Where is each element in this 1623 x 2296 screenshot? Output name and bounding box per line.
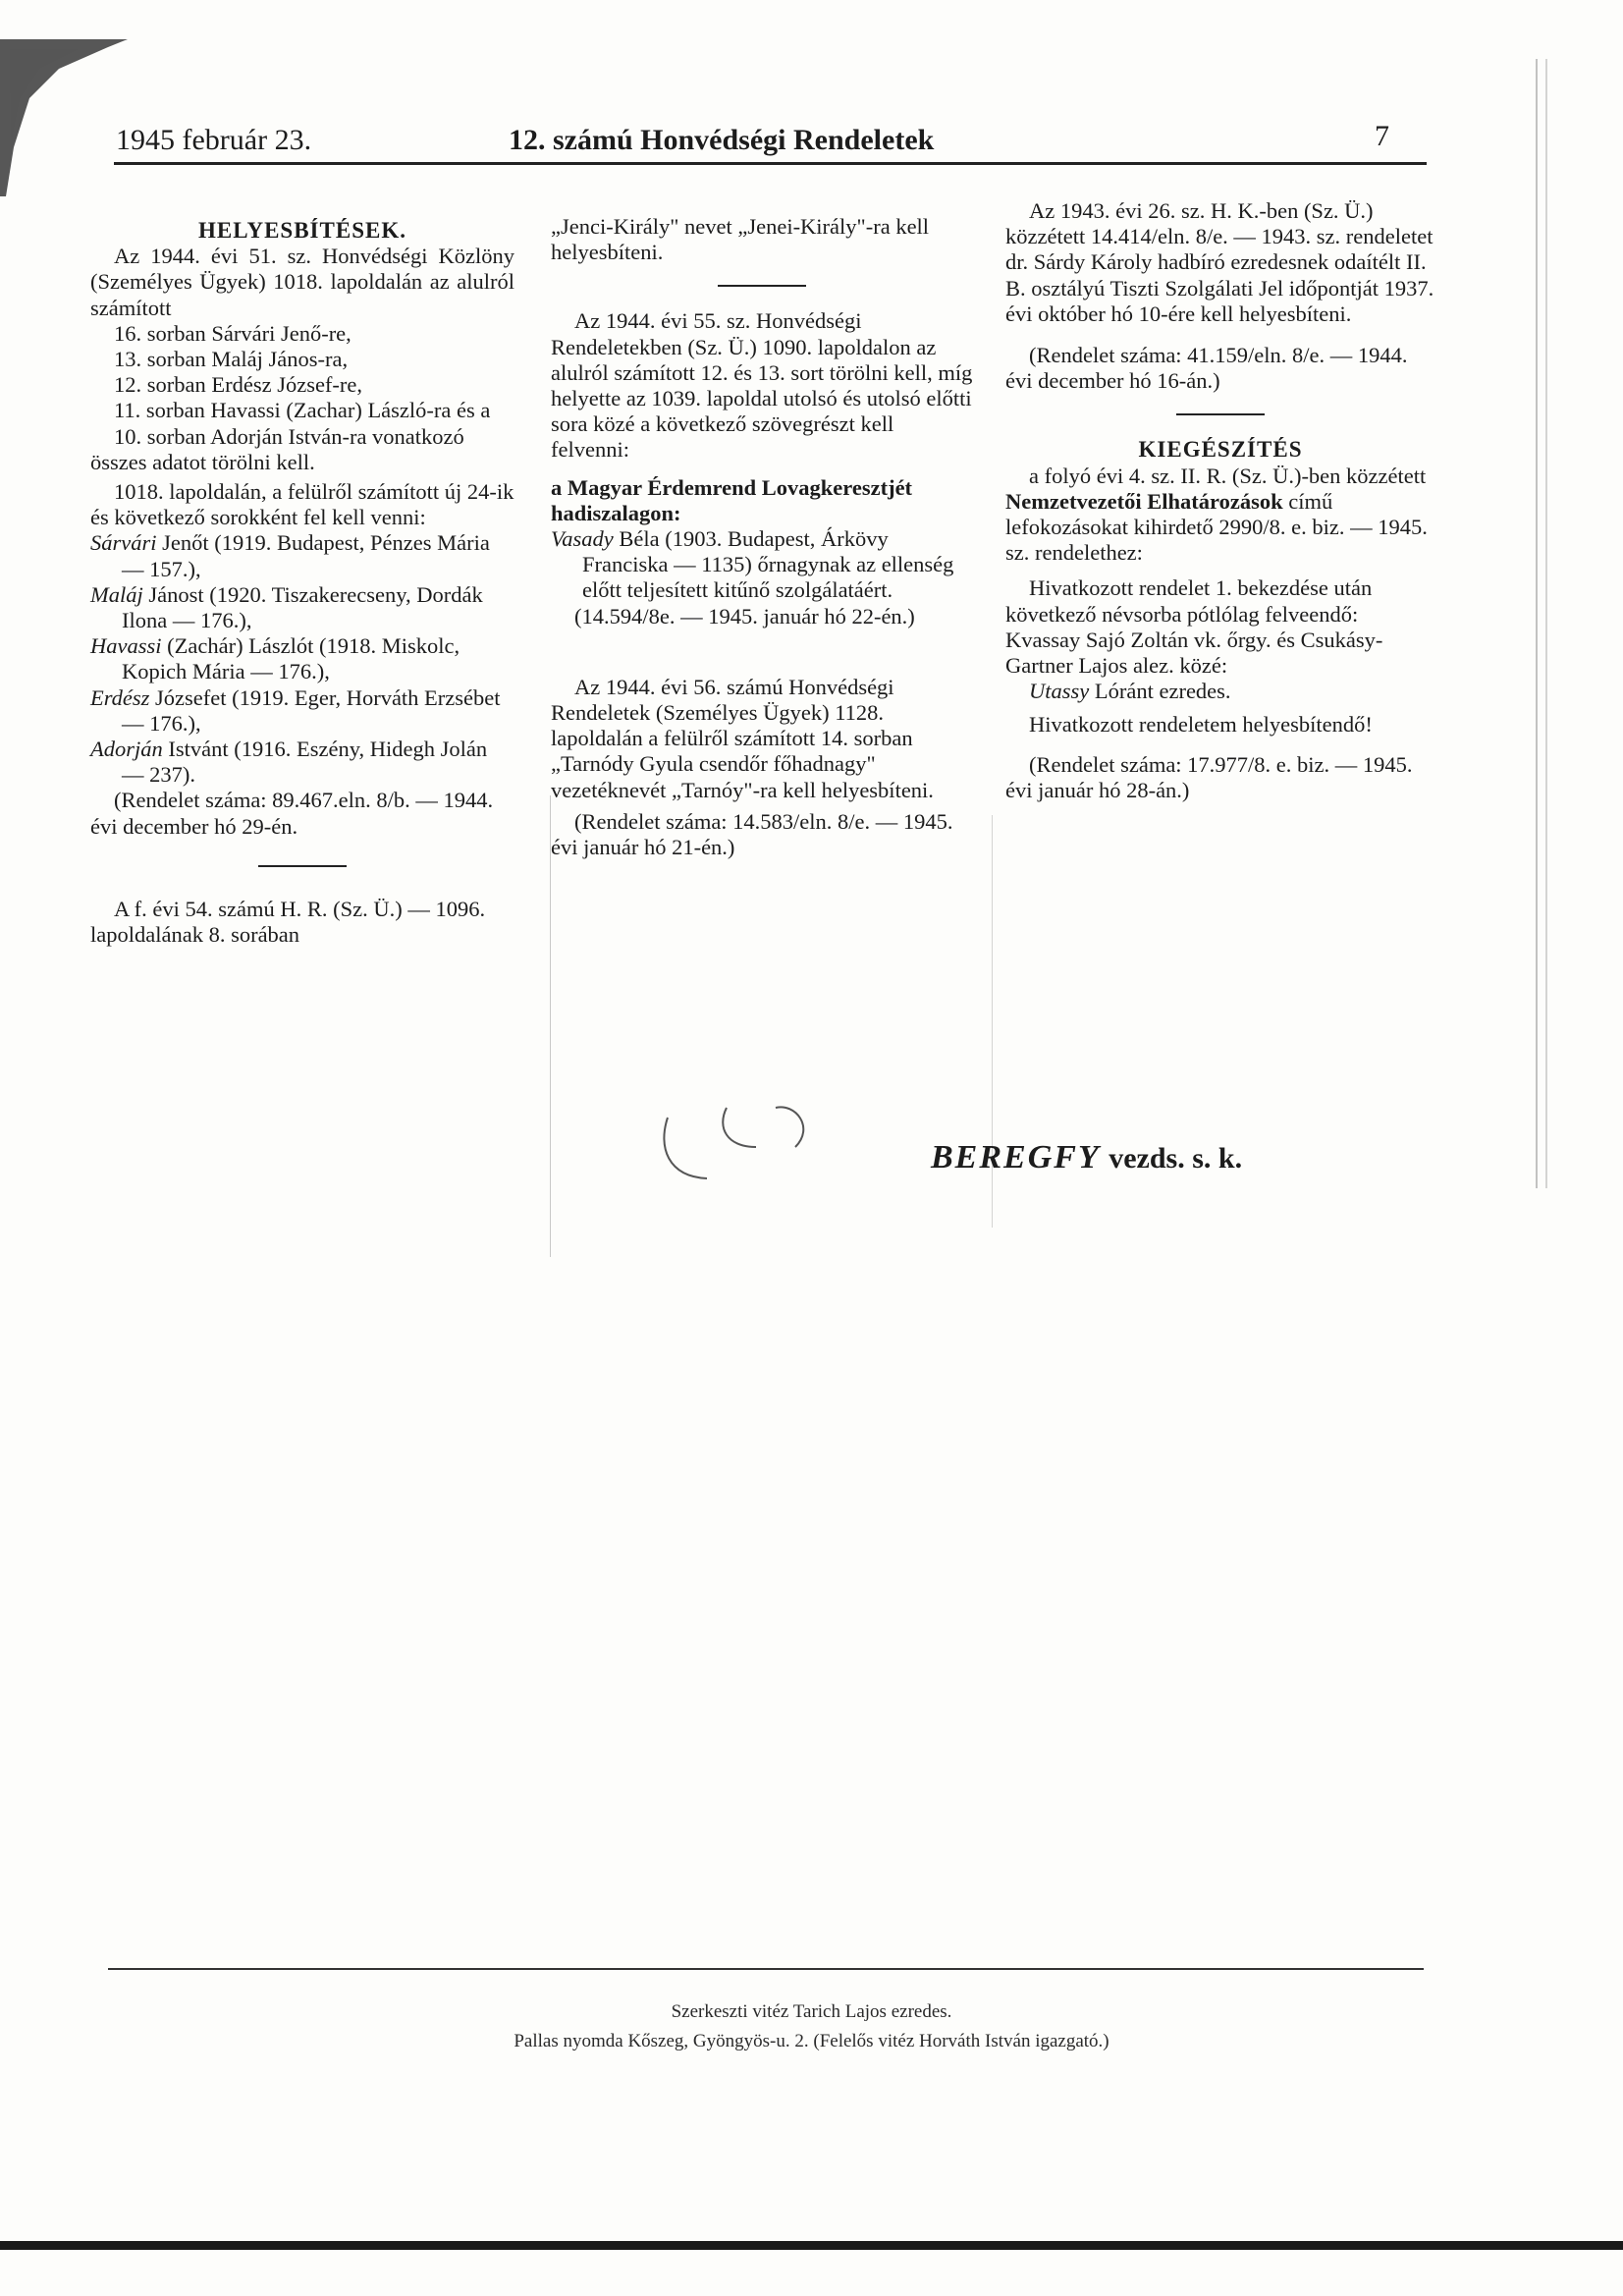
decree-reference: (Rendelet száma: 14.583/eln. 8/e. — 1945. évi január hó 21-én.) [551,808,953,860]
supplement-para: Hivatkozott rendeletem helyesbítendő! [1029,712,1373,738]
entry-line [90,530,514,581]
corrections-para: A f. évi 54. számú H. R. (Sz. Ü.) — 1096. lapoldalának 8. sorában [90,896,486,948]
corrections-para: Az 1944. évi 56. számú Honvédségi Rendeletek (Személyes Ügyek) 1128. lapoldalán a felülről számított 14. sorban „Tarnódy Gyula csendőr főhadnagy" vezetéknevét „Tarnóy"-ra kell helyesbíteni. [551,674,934,802]
supplement-entry [1005,679,1435,704]
entry-text: Istvánt (1916. Eszény, Hidegh Jolán — 237). [122,737,488,788]
correction-row: 13. sorban Maláj János-ra, [114,347,349,372]
footer-rule [108,1968,1424,1970]
signature-name: BEREGFY [931,1139,1101,1175]
entry-name: Adorján [90,737,163,762]
header-title: 12. számú Honvédségi Rendeletek [509,124,935,156]
supplement-intro-bold: Nemzetvezetői Elhatározások [1005,488,1283,514]
footer-editor: Szerkeszti vitéz Tarich Lajos ezredes. [671,2001,952,2022]
entry-text: (Zachár) Lászlót (1918. Miskolc, Kopich Mária — 176.), [122,633,460,684]
supplement-para: Hivatkozott rendelet 1. bekezdése után következő névsorba pótlólag felveendő: Kvassay Sajó Zoltán vk. őrgy. és Csukásy-Gartner Lajos alez. közé: [1005,575,1383,679]
signature-title: vezds. s. k. [1109,1142,1243,1175]
entry-text: Józsefet (1919. Eger, Horváth Erzsébet — 176.), [122,684,501,736]
supplement-intro-text: a folyó évi 4. sz. II. R. (Sz. Ü.)-ben közzétett [1029,463,1427,488]
section-separator [718,285,806,287]
continued-text: „Jenci-Király" nevet „Jenei-Király"-ra kell helyesbíteni. [551,214,930,265]
decree-reference: (14.594/8e. — 1945. január hó 22-én.) [574,603,915,629]
award-heading: a Magyar Érdemrend Lovagkeresztjét hadiszalagon: [551,474,913,525]
award-entry [551,526,973,604]
entry-line [90,685,514,737]
entry-text: Jenőt (1919. Budapest, Pénzes Mária — 157.), [122,530,490,581]
entry-name: Sárvári [90,530,157,556]
correction-row: 12. sorban Erdész József-re, [114,372,363,398]
signature [931,1139,1242,1176]
entry-text: Jánost (1920. Tiszakerecseny, Dordák Ilona — 176.), [122,581,483,633]
decree-reference: (Rendelet száma: 41.159/eln. 8/e. — 1944. évi december hó 16-án.) [1005,343,1408,394]
supplement-intro [1005,464,1435,567]
correction-row: 11. sorban Havassi (Zachar) László-ra és a [114,398,491,423]
section-separator [1176,413,1265,415]
entry-name: Maláj [90,581,143,607]
supplement-heading: KIEGÉSZÍTÉS [1138,437,1303,463]
entry-name: Vasady [551,526,614,552]
decree-reference: (Rendelet száma: 17.977/8. e. biz. — 1945. évi január hó 28-án.) [1005,751,1413,802]
supplement-intro-text: című lefokozásokat kihirdető 2990/8. e. biz. — 1945. sz. rendelethez: [1005,488,1428,566]
correction-row: 16. sorban Sárvári Jenő-re, [114,320,352,346]
column-2 [551,214,973,860]
header-date: 1945 február 23. [116,124,312,156]
page-number: 7 [1375,120,1389,152]
scan-shadow-corner [0,39,128,196]
decree-reference: (Rendelet száma: 89.467.eln. 8/b. — 1944. évi december hó 29-én. [90,788,494,839]
pencil-scribble [648,1088,844,1196]
header-rule [114,162,1427,165]
correction-row: 10. sorban Adorján István-ra vonatkozó összes adatot törölni kell. [90,423,464,474]
entry-text: Lóránt ezredes. [1094,679,1231,704]
entry-line [90,633,514,684]
column-1 [90,218,514,948]
column-divider [550,795,551,1257]
footer-printer: Pallas nyomda Kőszeg, Gyöngyös-u. 2. (Felelős vitéz Horváth István igazgató.) [514,2031,1109,2051]
scan-edge-line [1536,59,1538,1188]
corrections-para: 1018. lapoldalán, a felülről számított új 24-ik és következő sorokként fel kell venni: [90,479,514,530]
entry-text: Béla (1903. Budapest, Árkövy Franciska — 1135) őrnagynak az ellenség előtt teljesített kitűnő szolgálatáért. [582,526,954,603]
corrections-para: Az 1943. évi 26. sz. H. K.-ben (Sz. Ü.) közzétett 14.414/eln. 8/e. — 1943. sz. rendeletet dr. Sárdy Károly hadbíró ezredesnek odaítélt II. B. osztályú Tiszti Szolgálati Jel időpontját 1937. évi október hó 10-ére kell helyesbíteni. [1005,198,1434,326]
scan-edge-line [1545,59,1547,1188]
column-3 [1005,198,1435,803]
corrections-heading: HELYESBÍTÉSEK. [198,218,406,243]
section-separator [258,865,347,867]
entry-name: Havassi [90,633,162,659]
entry-name: Erdész [90,684,150,710]
corrections-para: Az 1944. évi 55. sz. Honvédségi Rendeletekben (Sz. Ü.) 1090. lapoldalon az alulról számított 12. és 13. sort törölni kell, míg helyette az 1039. lapoldal utolsó és utolsó előtti sora közé a következő szövegrészt kell felvenni: [551,308,973,463]
corrections-intro: Az 1944. évi 51. sz. Honvédségi Közlöny (Személyes Ügyek) 1018. lapoldalán az alulról számított [90,244,514,320]
entry-line [90,737,514,788]
entry-name: Utassy [1029,679,1090,704]
scan-bottom-edge [0,2241,1623,2250]
entry-line [90,582,514,633]
